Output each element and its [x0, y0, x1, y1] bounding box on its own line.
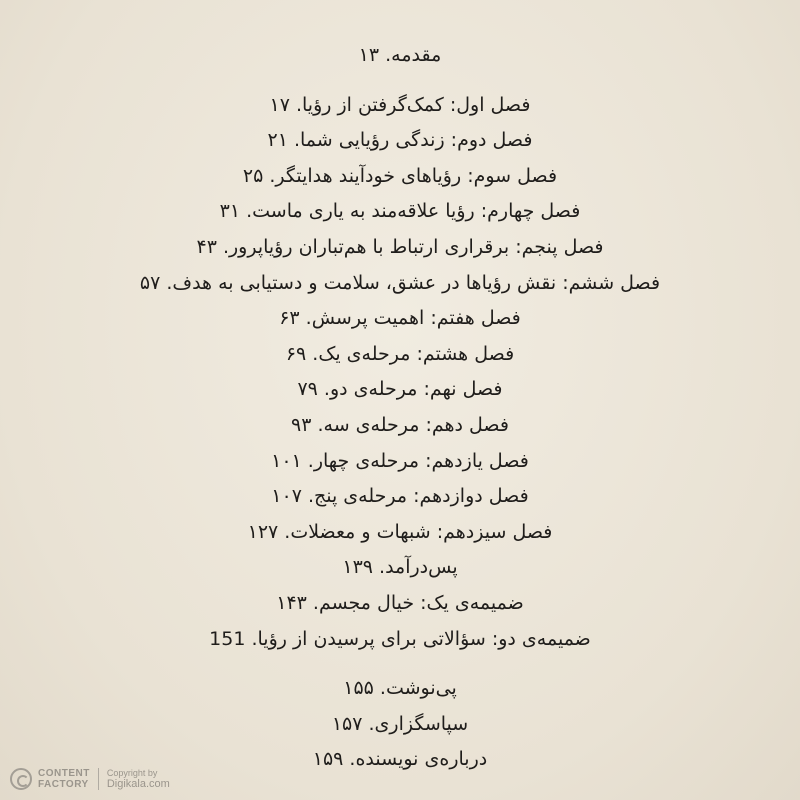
watermark-copyright: [107, 768, 170, 790]
content-factory-logo-icon: [10, 768, 32, 790]
toc-entry: فصل ششم: نقش رؤیاها در عشق، سلامت و دستیابی به هدف. ۵۷: [139, 271, 661, 294]
toc-entry: فصل هفتم: اهمیت پرسش. ۶۳: [279, 307, 521, 330]
toc-entry: فصل هشتم: مرحله‌ی یک. ۶۹: [285, 342, 515, 365]
toc-entry: ضمیمه‌ی یک: خیال مجسم. ۱۴۳: [276, 591, 524, 614]
watermark-brand-line1: CONTENT: [38, 768, 90, 779]
watermark-brand-line2: FACTORY: [38, 779, 89, 790]
toc-entry: ضمیمه‌ی دو: سؤالاتی برای پرسیدن از رؤیا. 151: [209, 627, 591, 650]
toc-entry: فصل پنجم: برقراری ارتباط با هم‌تباران رؤیاپرور. ۴۳: [196, 235, 604, 258]
toc-entry: فصل چهارم: رؤیا علاقه‌مند به یاری ماست. ۳۱: [219, 200, 581, 223]
toc-entry: فصل یازدهم: مرحله‌ی چهار. ۱۰۱: [271, 449, 529, 472]
toc-back-matter-entry: پی‌نوشت. ۱۵۵: [343, 677, 457, 700]
toc-entry: فصل دوازدهم: مرحله‌ی پنج. ۱۰۷: [271, 485, 529, 508]
toc-entry: پس‌درآمد. ۱۳۹: [342, 556, 458, 579]
watermark-site: Digikala.com: [106, 778, 170, 790]
toc-entry: فصل دهم: مرحله‌ی سه. ۹۳: [291, 413, 509, 436]
toc-intro: مقدمه. ۱۳: [358, 44, 442, 66]
toc-entry: فصل دوم: زندگی رؤیایی شما. ۲۱: [267, 129, 533, 152]
toc-entry: فصل اول: کمک‌گرفتن از رؤیا. ۱۷: [269, 93, 531, 116]
watermark-divider: [98, 768, 99, 790]
toc-entry: فصل سوم: رؤیاهای خودآیند هدایتگر. ۲۵: [242, 164, 558, 187]
toc-back-matter-entry: سپاسگزاری. ۱۵۷: [331, 712, 469, 735]
watermark-copyright-label: Copyright by: [106, 768, 158, 778]
toc-entry: فصل نهم: مرحله‌ی دو. ۷۹: [297, 378, 503, 401]
table-of-contents: [0, 38, 800, 778]
toc-entry: فصل سیزدهم: شبهات و معضلات. ۱۲۷: [247, 520, 553, 543]
watermark-brand: [38, 768, 90, 790]
toc-back-matter-entry: درباره‌ی نویسنده. ۱۵۹: [312, 748, 488, 771]
watermark: [10, 768, 170, 790]
